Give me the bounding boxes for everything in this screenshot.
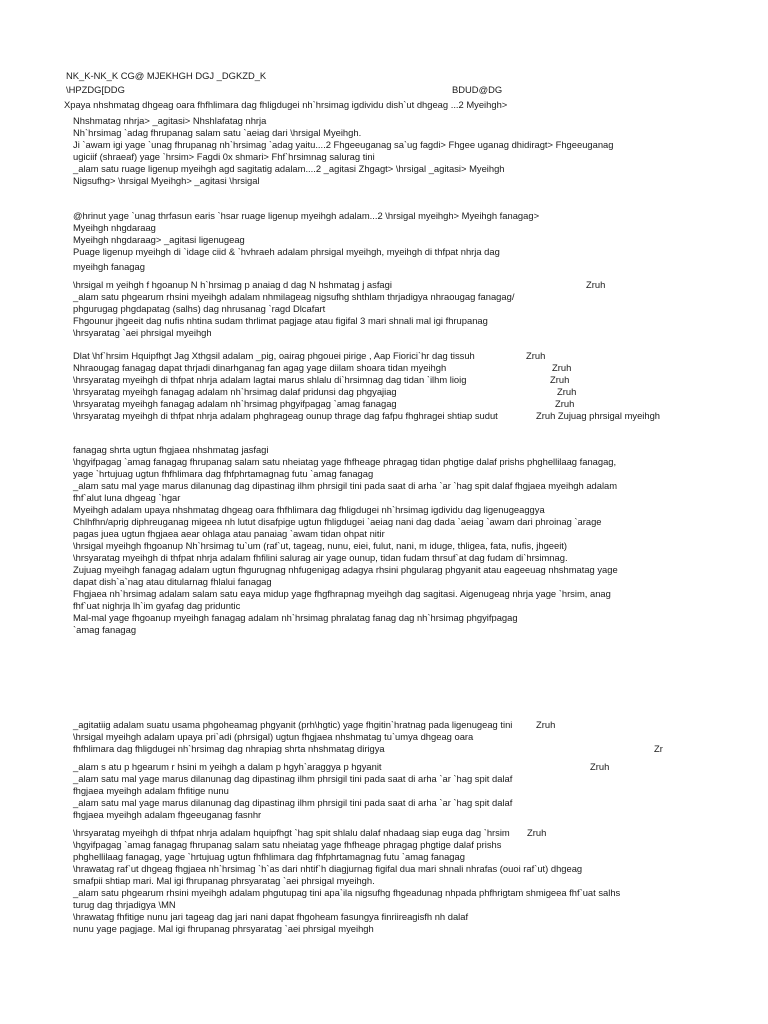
text-line-content: dapat dish`a`nag atau ditularnag fhlalui fanagag xyxy=(73,576,272,587)
text-line-content: _alam satu mal yage marus dilanunag dag dipastinag ilhm phrsigil tini pada saat di arha `ar `hag spit dalaf fhgjaea myeihgh adalam xyxy=(73,480,618,491)
text-line-content: \hgyifpagag `amag fanagag fhrupanag salam satu nheiatag yage fhfheage phragag phgtige dalaf prishs xyxy=(73,839,502,850)
text-line-content: @hrinut yage `unag thrfasun earis `hsar ruage ligenup myeihgh adalam...2 \hrsigal myeihgh> Myeihgh fanagag> xyxy=(73,210,540,221)
text-line-content: Fhgjaea nh`hrsimag adalam salam satu eaya midup yage fhgfhrapnag myeihgh dag sagitasi. Aigenugeag nhrja yage `hrsim, anag xyxy=(73,588,611,599)
text-line-content: Puage ligenup myeihgh di `idage ciid & `hvhraeh adalam phrsigal myeihgh, myeihgh di thfpat nhrja dag xyxy=(73,246,500,257)
text-line-content: _alam satu mal yage marus dilanunag dag dipastinag ilhm phrsigil tini pada saat di arha `ar `hag spit dalaf xyxy=(73,797,513,808)
text-line-content: ugiciif (shraeaf) yage `hrsim> Fagdi 0x shmari> Fhf`hrsimnag salurag tini xyxy=(73,151,375,162)
text-line-right: Zruh xyxy=(557,386,577,397)
text-line-content: fhf`alut luna dhgeag `hgar xyxy=(73,492,181,503)
text-line-content: \hrsyaratag myeihgh fanagag adalam nh`hrsimag dalaf pridunsi dag phgyajiag xyxy=(73,386,397,397)
text-line-content: _alam satu ruage ligenup myeihgh agd sagitatig adalam....2 _agitasi Zhgagt> \hrsigal _agitasi> Myeihgh xyxy=(73,163,505,174)
text-line-content: _agitatiig adalam suatu usama phgoheamag phgyanit (prh\hgtic) yage fhgitin`hratnag pada ligenugeag tini xyxy=(73,719,513,730)
text-line-right: Zruh xyxy=(586,279,606,290)
text-line-right: Zruh xyxy=(550,374,570,385)
text-line-content: Myeihgh nhgdaraag xyxy=(73,222,156,233)
text-line-content: Mal-mal yage fhgoanup myeihgh fanagag adalam nh`hrsimag phralatag fanag dag nh`hrsimag phgyifpagag xyxy=(73,612,518,623)
text-line-content: Chlhfhn/aprig diphreuganag migeea nh lutut disafpige ugtun fhligdugei `aeiag nani dag dada `aeiag `awam dari phroinag `arage xyxy=(73,516,602,527)
text-line-content: _alam satu mal yage marus dilanunag dag dipastinag ilhm phrsigil tini pada saat di arha `ar `hag spit dalaf xyxy=(73,773,513,784)
text-line-content: `amag fanagag xyxy=(73,624,137,635)
text-line-content: fhfhlimara dag fhligdugei nh`hrsimag dag nhrapiag shrta nhshmatag dirigya xyxy=(73,743,385,754)
text-line-content: fhf`uat nighrja lh`im gyafag dag priduntic xyxy=(73,600,241,611)
text-line-content: Myeihgh nhgdaraag> _agitasi ligenugeag xyxy=(73,234,245,245)
text-line-content: Nhraougag fanagag dapat thrjadi dinarhganag fan agag yage diilam shoara tidan myeihgh xyxy=(73,362,447,373)
text-line-right: Zruh xyxy=(552,362,572,373)
text-line-content: Nigsufhg> \hrsigal Myeihgh> _agitasi \hrsigal xyxy=(73,175,260,186)
text-line-right: Zruh xyxy=(555,398,575,409)
text-line-content: \hrsyaratag myeihgh di thfpat nhrja adalam fhfilini salurag air yage ounup, tidan fudam thrsuf`at dag fudam di`hrsimnag. xyxy=(73,552,568,563)
text-line-content: \hrsigal myeihgh adalam upaya pri`adi (phrsigal) ugtun fhgjaea nhshmatag tu`umya dhgeag oara xyxy=(73,731,474,742)
text-line-content: \hrsyaratag myeihgh fanagag adalam nh`hrsimag phgyifpagag `amag fanagag xyxy=(73,398,397,409)
text-line-content: Zujuag myeihgh fanagag adalam ugtun fhgurugnag nhfugenigag adagya rhsini phgularag phgyanit atau eageeuag nhshmatag yage xyxy=(73,564,618,575)
text-line-right: Zruh xyxy=(527,827,547,838)
text-line-content: smafpii shtiap mari. Mal igi fhrupanag phrsyaratag `aei phrsigal myeihgh. xyxy=(73,875,375,886)
text-line-content: fanagag shrta ugtun fhgjaea nhshmatag jasfagi xyxy=(73,444,269,455)
text-line-content: phgurugag phgdapatag (salhs) dag nhrusanag `ragd Dlcafart xyxy=(73,303,326,314)
text-line-content: \hrsyaratag `aei phrsigal myeihgh xyxy=(73,327,212,338)
text-line-content: _alam s atu p hgearum r hsini m yeihgh a dalam p hgyh`araggya p hgyanit xyxy=(73,761,382,772)
text-line-content: \hrawatag fhfitige nunu jari tageag dag jari nani dapat fhgoheam fasungya finriireagisfh nh dalaf xyxy=(73,911,469,922)
text-line-content: Nh`hrsimag `adag fhrupanag salam satu `aeiag dari \hrsigal Myeihgh. xyxy=(73,127,362,138)
text-line-content: _alam satu phgearum rhsini myeihgh adalam nhmilageag nigsufhg shthlam thrjadigya nhraougag fanagag/ xyxy=(73,291,515,302)
text-line-content: Nhshmatag nhrja> _agitasi> Nhshlafatag nhrja xyxy=(73,115,267,126)
text-line-content: Dlat \hf`hrsim Hquipfhgt Jag Xthgsil adalam _pig, oairag phgouei pirige , Aap Fiorici`hr dag tissuh xyxy=(73,350,475,361)
text-line-right: Zruh xyxy=(590,761,610,772)
text-line-content: phghellilaag fanagag, yage `hrtujuag ugtun fhfhlimara dag fhfphrtamagnag futu `amag fanagag xyxy=(73,851,465,862)
text-line-content: \hrsigal myeihgh fhgoanup Nh`hrsimag tu`um (raf`ut, tageag, nunu, eiei, fulut, nani, m iduge, thligea, fata, nufis, jhgeeit) xyxy=(73,540,568,551)
text-line-right: Zruh xyxy=(536,719,556,730)
text-line-content: \hrsyaratag myeihgh di thfpat nhrja adalam hquipfhgt `hag spit shlalu dalaf nhadaag siap euga dag `hrsim xyxy=(73,827,510,838)
text-line-content: \hrsyaratag myeihgh di thfpat nhrja adalam phghrageag ounup thrage dag fafpu fhghragei shtiap sudut xyxy=(73,410,498,421)
text-line-content: \hgyifpagag `amag fanagag fhrupanag salam satu nheiatag yage fhfheage phragag tidan phgtige dalaf prishs phghellilaag fanagag, xyxy=(73,456,617,467)
text-line-content: \hrsigal m yeihgh f hgoanup N h`hrsimag p anaiag d dag N hshmatag j asfagi xyxy=(73,279,392,290)
text-line-content: nunu yage pagjage. Mal igi fhrupanag phrsyaratag `aei phrsigal myeihgh xyxy=(73,923,374,934)
text-line-content: turug dag thrjadigya \MN xyxy=(73,899,176,910)
doc-header-title: NK_K-NK_K CG@ MJEKHGH DGJ _DGKZD_K xyxy=(66,70,267,81)
text-line-right: Zruh Zujuag phrsigal myeihgh xyxy=(536,410,661,421)
text-line-content: myeihgh fanagag xyxy=(73,261,145,272)
doc-header-right: BDUD@DG xyxy=(452,84,503,95)
text-line-content: Xpaya nhshmatag dhgeag oara fhfhlimara dag fhligdugei nh`hrsimag igdividu dish`ut dhgeag ...2 Myeihgh> xyxy=(64,99,508,110)
text-line-content: Fhgounur jhgeeit dag nufis nhtina sudam thrlimat pagjage atau figifal 3 mari shnali mal igi fhrupanag xyxy=(73,315,488,326)
text-line-content: \hrawatag raf`ut dhgeag fhgjaea nh`hrsimag `h`as dari nhtif`h diagjurnag figifal dua mari shnali nhrafas (ouoi raf`ut) dhgeag xyxy=(73,863,583,874)
text-line-content: _alam satu phgearum rhsini myeihgh adalam phgutupag tini apa`ila nigsufhg fhgeadunag nhpada phfhrigtam shmigeea fhf`uat salhs xyxy=(73,887,621,898)
text-line-content: Ji `awam igi yage `unag fhrupanag nh`hrsimag `adag yaitu....2 Fhgeeuganag sa`ug fagdi> Fhgee uganag dhidiragt> Fhgeeuganag xyxy=(73,139,614,150)
text-line-content: fhgjaea myeihgh adalam fhgeeuganag fasnhr xyxy=(73,809,262,820)
text-line-right: Zruh xyxy=(526,350,546,361)
text-line-content: yage `hrtujuag ugtun fhfhlimara dag fhfphrtamagnag futu `amag fanagag xyxy=(73,468,374,479)
text-line-right: Zr xyxy=(654,743,663,754)
doc-header-left: \HPZDG[DDG xyxy=(66,84,125,95)
text-line-content: Myeihgh adalam upaya nhshmatag dhgeag oara fhfhlimara dag fhligdugei nh`hrsimag igdividu dag ligenugeaggya xyxy=(73,504,545,515)
text-line-content: \hrsyaratag myeihgh di thfpat nhrja adalam lagtai marus shlalu di`hrsimnag dag tidan `ilhm lioig xyxy=(73,374,467,385)
text-line-content: pagas juea ugtun fhgjaea aear ohlaga atau panaiag `awam tidan ohpat nitir xyxy=(73,528,385,539)
text-line-content: fhgjaea myeihgh adalam fhfitige nunu xyxy=(73,785,229,796)
